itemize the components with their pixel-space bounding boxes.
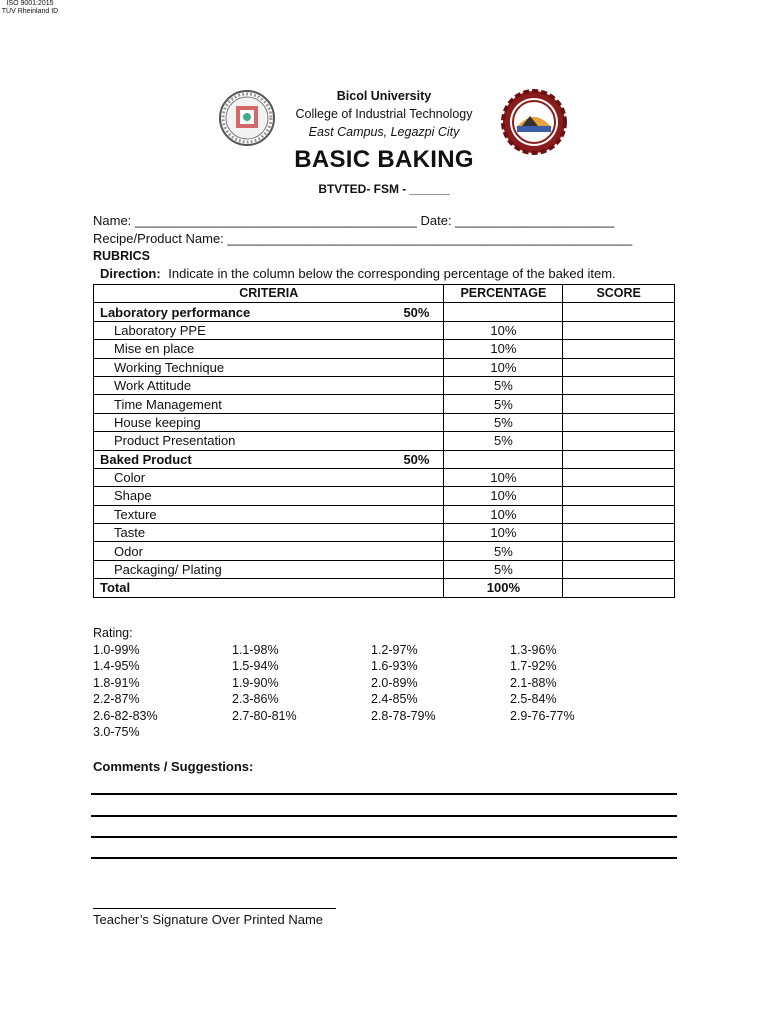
- direction-text: [100, 266, 616, 281]
- rating-value: 2.2-87%: [93, 692, 140, 707]
- university-name: Bicol University: [336, 89, 432, 103]
- total-row: [94, 579, 675, 597]
- rating-value: 1.0-99%: [93, 643, 140, 657]
- score-cell[interactable]: [563, 450, 675, 468]
- comment-line[interactable]: [91, 815, 677, 817]
- score-cell[interactable]: [563, 560, 675, 578]
- document-title: BASIC BAKING: [294, 146, 474, 173]
- table-row: [94, 432, 675, 450]
- rating-value: 2.6-82-83%: [93, 708, 158, 723]
- score-cell[interactable]: [563, 432, 675, 450]
- comment-line[interactable]: [91, 857, 677, 859]
- comment-line[interactable]: [91, 793, 677, 795]
- criteria-cell: Work Attitude: [94, 376, 444, 394]
- rating-value: 2.7-80-81%: [232, 708, 297, 723]
- percentage-cell[interactable]: [444, 450, 563, 468]
- section-label: Baked Product: [100, 451, 192, 467]
- rating-value: 2.3-86%: [232, 692, 279, 707]
- total-label: Total: [94, 579, 444, 597]
- table-row: [94, 413, 675, 431]
- rating-value: 2.1-88%: [510, 675, 557, 690]
- table-row: [94, 505, 675, 523]
- score-cell[interactable]: [563, 303, 675, 321]
- criteria-cell: Taste: [94, 524, 444, 542]
- rubric-table: [93, 284, 675, 598]
- rating-value: 2.8-78-79%: [371, 708, 436, 723]
- rating-value: 1.5-94%: [232, 659, 279, 674]
- campus-name: East Campus, Legazpi City: [308, 125, 460, 139]
- percentage-cell: 5%: [444, 376, 563, 394]
- criteria-cell: House keeping: [94, 413, 444, 431]
- rating-value: 2.5-84%: [510, 692, 557, 707]
- table-row: [94, 395, 675, 413]
- score-cell[interactable]: [563, 376, 675, 394]
- table-row: [94, 487, 675, 505]
- percentage-cell[interactable]: [444, 303, 563, 321]
- criteria-cell: Odor: [94, 542, 444, 560]
- total-score-cell[interactable]: [563, 579, 675, 597]
- comments-label: Comments / Suggestions:: [93, 759, 254, 774]
- score-cell[interactable]: [563, 340, 675, 358]
- rating-value: 1.1-98%: [232, 643, 279, 657]
- iso-certification: [0, 0, 60, 16]
- percentage-cell: 10%: [444, 358, 563, 376]
- score-cell[interactable]: [563, 358, 675, 376]
- table-row: [94, 542, 675, 560]
- recipe-name-field[interactable]: Recipe/Product Name: ________________________________________________________: [93, 231, 633, 246]
- score-cell[interactable]: [563, 542, 675, 560]
- percentage-cell: 5%: [444, 542, 563, 560]
- rating-value: 1.3-96%: [510, 643, 557, 657]
- section-row: [94, 450, 675, 468]
- percentage-cell: 10%: [444, 321, 563, 339]
- criteria-cell: Mise en place: [94, 340, 444, 358]
- total-percentage: 100%: [444, 579, 563, 597]
- table-header-row: [94, 285, 675, 303]
- rating-value: 1.2-97%: [371, 643, 418, 657]
- score-cell[interactable]: [563, 413, 675, 431]
- criteria-cell: Shape: [94, 487, 444, 505]
- header-percentage: PERCENTAGE: [444, 285, 563, 303]
- direction-label: Direction:: [100, 266, 161, 281]
- header-score: SCORE: [563, 285, 675, 303]
- criteria-cell: Product Presentation: [94, 432, 444, 450]
- score-cell[interactable]: [563, 505, 675, 523]
- table-row: [94, 358, 675, 376]
- rating-value: 1.8-91%: [93, 675, 140, 690]
- table-row: [94, 376, 675, 394]
- percentage-cell: 10%: [444, 340, 563, 358]
- course-code: BTVTED- FSM - ______: [318, 182, 450, 196]
- rubrics-heading: RUBRICS: [93, 249, 150, 263]
- section-row: [94, 303, 675, 321]
- percentage-cell: 10%: [444, 505, 563, 523]
- name-date-field[interactable]: Name: _______________________________________ Date: ______________________: [93, 213, 615, 228]
- percentage-cell: 5%: [444, 432, 563, 450]
- header-criteria: CRITERIA: [94, 285, 444, 303]
- iso-line-1: ISO 9001:2015: [6, 0, 54, 7]
- score-cell[interactable]: [563, 468, 675, 486]
- section-cell: [94, 450, 444, 468]
- criteria-cell: Color: [94, 468, 444, 486]
- rating-value: 2.0-89%: [371, 675, 418, 690]
- percentage-cell: 5%: [444, 395, 563, 413]
- table-row: [94, 524, 675, 542]
- section-weight: 50%: [403, 304, 430, 320]
- rating-value: 3.0-75%: [93, 724, 140, 739]
- percentage-cell: 10%: [444, 468, 563, 486]
- percentage-cell: 5%: [444, 413, 563, 431]
- section-weight: 50%: [403, 451, 430, 467]
- college-name: College of Industrial Technology: [295, 107, 473, 121]
- signature-label: Teacher’s Signature Over Printed Name: [93, 912, 324, 927]
- score-cell[interactable]: [563, 321, 675, 339]
- signature-line[interactable]: [93, 908, 336, 909]
- rating-value: 1.6-93%: [371, 659, 418, 674]
- rating-value: 2.9-76-77%: [510, 708, 575, 723]
- score-cell[interactable]: [563, 524, 675, 542]
- iso-line-2: TÜV Rheinland ID: [1, 8, 59, 15]
- rating-title: Rating:: [93, 626, 133, 640]
- table-row: [94, 560, 675, 578]
- section-cell: [94, 303, 444, 321]
- score-cell[interactable]: [563, 395, 675, 413]
- table-row: [94, 321, 675, 339]
- rating-value: 2.4-85%: [371, 692, 418, 707]
- section-label: Laboratory performance: [100, 304, 251, 320]
- percentage-cell: 10%: [444, 524, 563, 542]
- criteria-cell: Time Management: [94, 395, 444, 413]
- rating-value: 1.9-90%: [232, 675, 279, 690]
- criteria-cell: Texture: [94, 505, 444, 523]
- rating-value: 1.7-92%: [510, 659, 557, 674]
- table-row: [94, 468, 675, 486]
- score-cell[interactable]: [563, 487, 675, 505]
- criteria-cell: Working Technique: [94, 358, 444, 376]
- rating-value: 1.4-95%: [93, 659, 140, 674]
- criteria-cell: Packaging/ Plating: [94, 560, 444, 578]
- table-row: [94, 340, 675, 358]
- percentage-cell: 10%: [444, 487, 563, 505]
- criteria-cell: Laboratory PPE: [94, 321, 444, 339]
- percentage-cell: 5%: [444, 560, 563, 578]
- direction-body: Indicate in the column below the corresponding percentage of the baked item.: [168, 266, 616, 281]
- comment-line[interactable]: [91, 836, 677, 838]
